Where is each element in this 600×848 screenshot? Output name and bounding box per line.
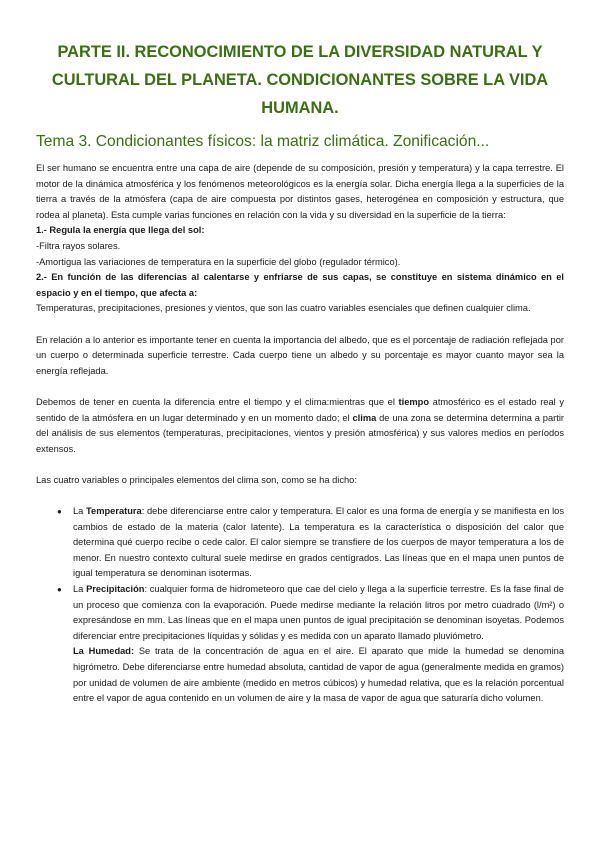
list-item-temperature: ● La Temperatura: debe diferenciarse entre calor y temperatura. El calor es una forma de energía y se manifiesta en los cambios de estado de la materia (calor latente). La temperatura es la característica o disposición del calor que determina qué cuerpo recibe o cede calor. El calor siempre se transfiere de los cuerpos de mayor temperatura a los de menor. En nuestro contexto cultural suele medirse en grados centígrados. Las líneas que en el mapa unen puntos de igual temperatura se denominan isotermas. (57, 506, 564, 579)
function-2-title: 2.- En función de las diferencias al calentarse y enfriarse de sus capas, se constituye en sistema dinámico en el espacio y en el tiempo, que afecta a: (36, 272, 564, 298)
function-1-title: 1.- Regula la energía que llega del sol: (36, 225, 205, 236)
term-precipitation: Precipitación (86, 584, 145, 595)
weather-climate-paragraph: Debemos de tener en cuenta la diferencia entre el tiempo y el clima:mientras que el tiempo atmosférico es el estado real y sentido de la atmósfera en un lugar determinado y en un momento dado; el clima de una zona se determina determina a partir del análisis de sus elementos (temperaturas, precipitaciones, vientos y presión atmosférica) y sus valores medios en períodos extensos. (36, 396, 564, 454)
elements-intro: Las cuatro variables o principales elementos del clima son, como se ha dicho: (36, 474, 357, 485)
list-item-precipitation: ● La Precipitación: cualquier forma de hidrometeoro que cae del cielo y llega a la superficie terrestre. Es la fase final de un proceso que comienza con la evaporación. Puede medirse mediante la relación litros por metro cuadrado (l/m²) o expresándose en mm. Las líneas que en el mapa unen puntos de igual precipitación se denominan isoyetas. Podemos diferenciar entre precipitaciones líquidas y sólidas y es medida con un aparato llamado pluviómetro. (57, 584, 564, 641)
term-clima: clima (352, 412, 377, 423)
humidity-paragraph: La Humedad: Se trata de la concentración de agua en el aire. El aparato que mide la humedad se denomina higrómetro. Debe diferenciarse entre humedad absoluta, cantidad de vapor de agua (generalmente medida en gramos) por unidad de volumen de aire ambiente (medido en metros cúbicos) y humedad relativa, que es la relación porcentual entre el vapor de agua contenido en un volumen de aire y la masa de vapor de agua que saturaría dicho volumen. (73, 646, 565, 704)
function-2-text: Temperaturas, precipitaciones, presiones y vientos, que son las cuatro variables esenciales que definen cualquier clima. (36, 303, 531, 314)
term-tiempo: tiempo (398, 396, 430, 407)
bullet-icon: ● (57, 585, 62, 595)
term-temperature: Temperatura (86, 506, 142, 517)
intro-paragraph: El ser humano se encuentra entre una capa de aire (depende de su composición, presión y temperatura) y la capa terrestre. El motor de la dinámica atmosférica y los fenómenos meteorológicos es la energía solar. Dicha energía llega a la superficies de la tierra a través de la atmósfera (capa de aire compuesta por distintos gases, heterogénea en composición y estructura, que rodea al planeta). Esta cumple varias funciones en relación con la vida y su diversidad en la superficie de la tierra: (36, 163, 564, 220)
function-1-item-2: -Amortigua las variaciones de temperatura en la superficie del globo (regulador térmico). (36, 256, 401, 267)
term-humidity: La Humedad: (73, 646, 135, 657)
climate-elements-list (36, 504, 564, 644)
function-1-item-1: -Filtra rayos solares. (36, 240, 121, 251)
bullet-icon: ● (57, 507, 62, 517)
albedo-paragraph: En relación a lo anterior es importante tener en cuenta la importancia del albedo, que es el porcentaje de radiación reflejada por un cuerpo o determinada superficie terrestre. Cada cuerpo tiene un albedo y su porcentaje es mayor cuanto mayor sea la energía reflejada. (36, 334, 564, 376)
topic-title: Tema 3. Condicionantes físicos: la matriz climática. Zonificación... (36, 133, 490, 150)
part-title: PARTE II. RECONOCIMIENTO DE LA DIVERSIDAD NATURAL Y CULTURAL DEL PLANETA. CONDICIONANTES SOBRE LA VIDA HUMANA. (51, 43, 549, 117)
